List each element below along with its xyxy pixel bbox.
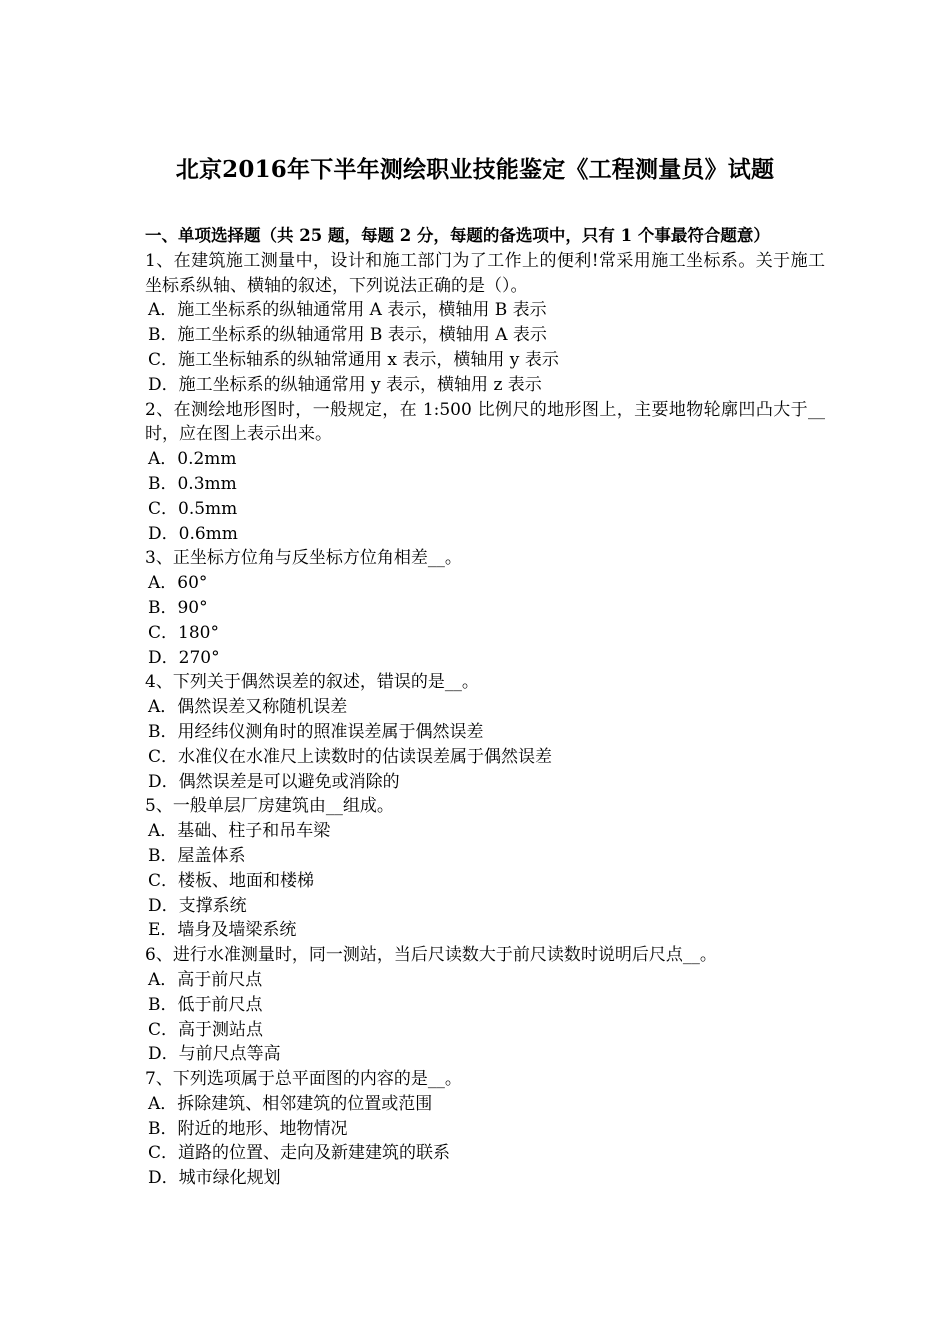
option-c: C．楼板、地面和楼梯 <box>148 870 315 891</box>
question-stem: 2、在测绘地形图时，一般规定，在 1:500 比例尺的地形图上，主要地物轮廓凹凸大于__时，应在图上表示出来。 <box>145 399 825 445</box>
option-c: C．180° <box>148 622 219 643</box>
option-e: E．墙身及墙梁系统 <box>148 920 297 941</box>
option-d: D．与前尺点等高 <box>148 1044 281 1065</box>
option-b: B．附近的地形、地物情况 <box>148 1118 348 1139</box>
option-d: D．0.6mm <box>148 523 238 544</box>
question-block-3 <box>145 546 825 670</box>
option-d: D．施工坐标系的纵轴通常用 y 表示，横轴用 z 表示 <box>148 374 542 395</box>
option-d: D．支撑系统 <box>148 895 247 916</box>
option-b: B．施工坐标系的纵轴通常用 B 表示，横轴用 A 表示 <box>148 325 547 346</box>
option-c: C．施工坐标轴系的纵轴常通用 x 表示，横轴用 y 表示 <box>148 349 559 370</box>
option-a: A．基础、柱子和吊车梁 <box>148 821 331 842</box>
option-b: B．屋盖体系 <box>148 845 246 866</box>
document-title: 北京2016年下半年测绘职业技能鉴定《工程测量员》试题 <box>175 156 775 183</box>
section-heading: 一、单项选择题（共 25 题，每题 2 分，每题的备选项中，只有 1 个事最符合题意） <box>145 226 770 245</box>
question-stem: 5、一般单层厂房建筑由__组成。 <box>145 796 394 817</box>
option-c: C．高于测站点 <box>148 1019 264 1040</box>
question-stem: 4、下列关于偶然误差的叙述，错误的是__。 <box>145 672 479 693</box>
question-block-1 <box>145 249 825 398</box>
question-stem: 3、正坐标方位角与反坐标方位角相差__。 <box>145 548 462 569</box>
option-b: B．低于前尺点 <box>148 994 263 1015</box>
question-block-4 <box>145 670 825 794</box>
option-c: C．0.5mm <box>148 498 238 519</box>
option-b: B．90° <box>148 597 208 618</box>
question-stem: 6、进行水准测量时，同一测站，当后尺读数大于前尺读数时说明后尺点__。 <box>145 945 717 966</box>
option-d: D．270° <box>148 647 220 668</box>
option-a: A．高于前尺点 <box>148 969 263 990</box>
option-a: A．偶然误差又称随机误差 <box>148 697 348 718</box>
option-a: A．60° <box>148 573 208 594</box>
document-body <box>145 224 825 1191</box>
option-b: B．0.3mm <box>148 473 237 494</box>
option-c: C．道路的位置、走向及新建建筑的联系 <box>148 1143 451 1164</box>
option-a: A．拆除建筑、相邻建筑的位置或范围 <box>148 1093 433 1114</box>
question-block-7 <box>145 1067 825 1191</box>
option-d: D．城市绿化规划 <box>148 1168 281 1189</box>
option-b: B．用经纬仪测角时的照准误差属于偶然误差 <box>148 721 484 742</box>
option-d: D．偶然误差是可以避免或消除的 <box>148 771 400 792</box>
option-a: A．施工坐标系的纵轴通常用 A 表示，横轴用 B 表示 <box>148 300 547 321</box>
option-c: C．水准仪在水准尺上读数时的估读误差属于偶然误差 <box>148 746 553 767</box>
question-stem: 7、下列选项属于总平面图的内容的是__。 <box>145 1069 462 1090</box>
question-block-2 <box>145 398 825 547</box>
question-block-5 <box>145 794 825 943</box>
option-a: A．0.2mm <box>148 449 237 470</box>
question-block-6 <box>145 943 825 1067</box>
question-stem: 1、在建筑施工测量中，设计和施工部门为了工作上的便利!常采用施工坐标系。关于施工坐标系纵轴、横轴的叙述，下列说法正确的是（）。 <box>145 250 825 296</box>
